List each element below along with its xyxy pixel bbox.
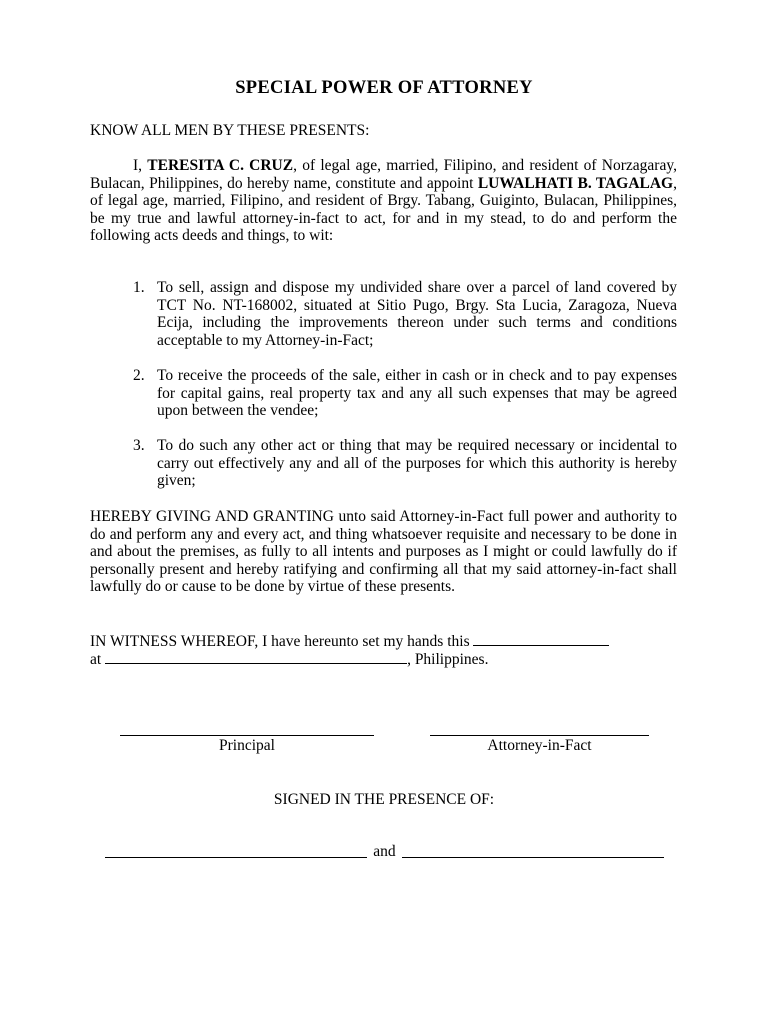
- intro-text-1: I,: [133, 157, 148, 174]
- place-blank[interactable]: [105, 650, 407, 664]
- list-item-text: To do such any other act or thing that may be required necessary or incidental to carry out effectively any and all of the purposes for which this authority is hereby given;: [157, 437, 677, 490]
- list-item-number: 3.: [133, 437, 145, 454]
- acts-list: [133, 437, 677, 490]
- witness-at: at: [90, 651, 106, 668]
- witness-line-2: [90, 650, 677, 669]
- witness-line-1: [90, 632, 677, 651]
- list-item: [133, 279, 677, 349]
- salutation: KNOW ALL MEN BY THESE PRESENTS:: [90, 122, 370, 139]
- attorney-label: Attorney-in-Fact: [487, 737, 592, 754]
- acts-list: [133, 367, 677, 420]
- list-item-text: To receive the proceeds of the sale, either in cash or in check and to pay expenses for capital gains, real property tax and any all such expenses that may be agreed upon between the vendee;: [157, 367, 677, 420]
- witness-2-signature-line[interactable]: [402, 857, 664, 858]
- list-item-number: 2.: [133, 367, 145, 384]
- intro-text-2: , of legal age, married, Filipino, and resident of Norzagaray, Bulacan, Philippines, do hereby name, constitute and appoint: [90, 157, 677, 192]
- principal-name: TERESITA C. CRUZ: [147, 157, 294, 174]
- date-blank[interactable]: [473, 632, 609, 646]
- list-item: [133, 437, 677, 490]
- principal-signature-line[interactable]: [120, 735, 374, 736]
- witness-text: IN WITNESS WHEREOF, I have hereunto set my hands this: [90, 633, 474, 650]
- attorney-signature-line[interactable]: [430, 735, 649, 736]
- list-item-text: To sell, assign and dispose my undivided share over a parcel of land covered by TCT No. NT-168002, situated at Sitio Pugo, Brgy. Sta Lucia, Zaragoza, Nueva Ecija, including the improvements thereon under such terms and conditions acceptable to my Attorney-in-Fact;: [157, 279, 677, 349]
- witness-1-signature-line[interactable]: [105, 857, 367, 858]
- intro-text-3: , of legal age, married, Filipino, and resident of Brgy. Tabang, Guiginto, Bulacan, Philippines, be my true and lawful attorney-in-fact to act, for and in my stead, to do and perform the following acts deeds and things, to wit:: [90, 174, 677, 245]
- document-title: SPECIAL POWER OF ATTORNEY: [235, 78, 533, 98]
- acts-list: [133, 279, 677, 349]
- presence-heading: SIGNED IN THE PRESENCE OF:: [273, 791, 495, 808]
- list-item-number: 1.: [133, 279, 145, 296]
- list-item: [133, 367, 677, 420]
- principal-label: Principal: [219, 737, 275, 754]
- witness-suffix: , Philippines.: [407, 651, 489, 668]
- witness-and: and: [373, 843, 396, 860]
- attorney-name: LUWALHATI B. TAGALAG: [477, 174, 674, 192]
- granting-paragraph: HEREBY GIVING AND GRANTING unto said Attorney-in-Fact full power and authority to do and perform any and every act, and thing whatsoever requisite and necessary to be done in and about the premises, as fully to all intents and purposes as I might or could lawfully do if personally present and hereby ratifying and confirming all that my said attorney-in-fact shall lawfully do or cause to be done by virtue of these presents.: [90, 508, 677, 596]
- intro-paragraph: [90, 157, 677, 245]
